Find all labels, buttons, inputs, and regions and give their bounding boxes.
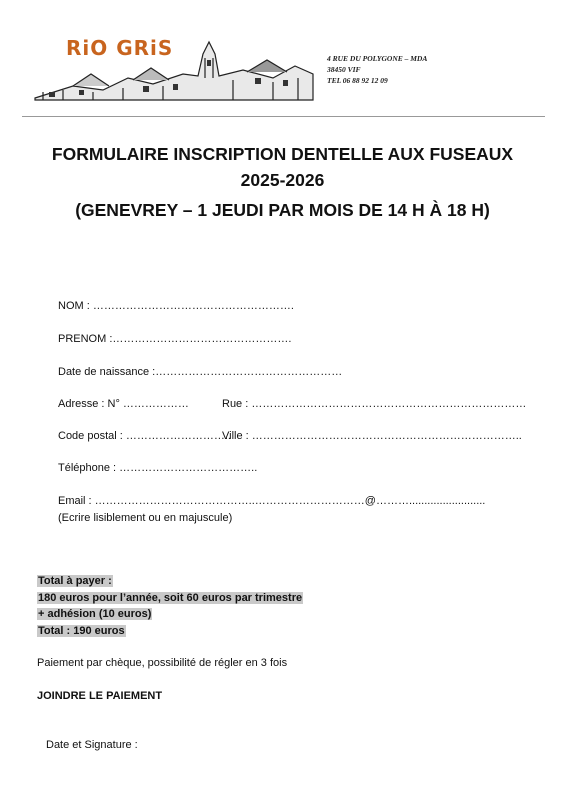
phone-number: TEL 06 88 92 12 09 bbox=[327, 76, 388, 85]
street-field[interactable]: Rue : ………………………………………………………………… bbox=[222, 398, 527, 410]
form-subtitle: (GENEVREY – 1 JEUDI PAR MOIS DE 14 H À 18 H) bbox=[75, 200, 490, 220]
address-line-2: 38450 VIF bbox=[327, 65, 361, 74]
signature-label[interactable]: Date et Signature : bbox=[46, 739, 138, 751]
logo-text: RiO GRiS bbox=[66, 36, 174, 60]
cheque-note: Paiement par chèque, possibilité de régler en 3 fois bbox=[37, 657, 288, 669]
form-title: FORMULAIRE INSCRIPTION DENTELLE AUX FUSEAUX bbox=[51, 144, 514, 164]
total-label: Total à payer : bbox=[38, 575, 112, 587]
total-line: Total : 190 euros bbox=[38, 625, 125, 637]
phone-field[interactable]: Téléphone : ……………………………….. bbox=[58, 462, 258, 474]
city-field[interactable]: Ville : ……………………………………………………………….. bbox=[222, 430, 522, 442]
header-divider bbox=[22, 116, 545, 117]
prenom-field[interactable]: PRENOM :…………………………………………. bbox=[58, 333, 292, 345]
address-line-1: 4 RUE DU POLYGONE – MDA bbox=[327, 54, 428, 63]
join-payment-label: JOINDRE LE PAIEMENT bbox=[37, 690, 163, 702]
adhesion-line: + adhésion (10 euros) bbox=[38, 608, 152, 620]
birthdate-field[interactable]: Date de naissance :…………………………………………… bbox=[58, 366, 343, 378]
address-number-field[interactable]: Adresse : N° ……………… bbox=[58, 398, 189, 410]
email-note: (Ecrire lisiblement ou en majuscule) bbox=[58, 512, 233, 524]
nom-field[interactable]: NOM : ………………………………………………. bbox=[58, 300, 294, 312]
price-line: 180 euros pour l’année, soit 60 euros par trimestre bbox=[38, 592, 303, 604]
form-year: 2025-2026 bbox=[240, 170, 325, 190]
email-field[interactable]: Email : ……………………………………..…………………………@………......................... bbox=[58, 495, 486, 507]
postal-code-field[interactable]: Code postal : ……………………….. bbox=[58, 430, 231, 442]
